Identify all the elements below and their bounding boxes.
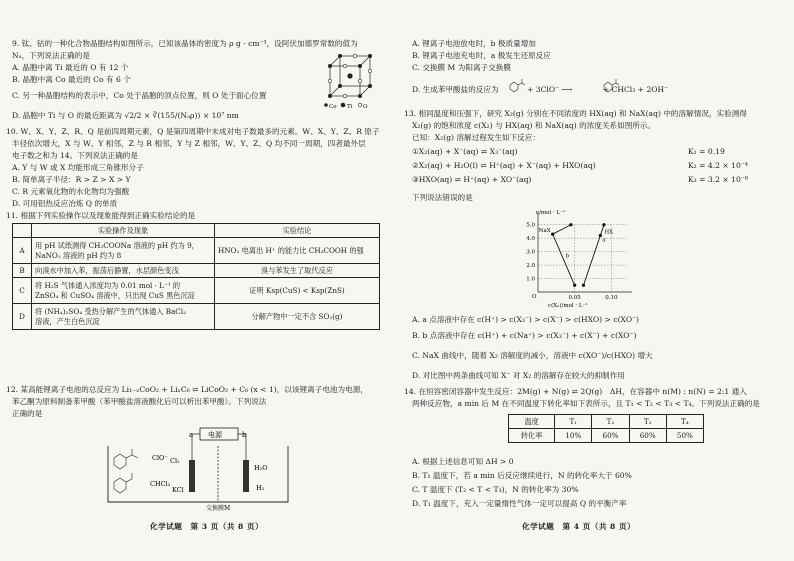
q13-equation-2: ②X₂(aq) + H₂O(l) ⇌ H⁺(aq) + X⁻(aq) + HXO(aq) bbox=[412, 161, 596, 170]
series-label-HX: HX bbox=[604, 229, 614, 236]
series-label-NaX: NaX bbox=[538, 228, 551, 235]
q9-option-d: D. 晶胞中 Ti 与 O 的最近距离为 √2/2 × ∛(155/(Nₐρ)) × 10⁷ nm bbox=[12, 111, 239, 120]
left-page-footer: 化学试题 第 3 页（共 8 页） bbox=[150, 522, 264, 531]
electrode-b-label: b bbox=[242, 431, 247, 439]
left-page bbox=[0, 0, 392, 561]
q13-stem-line3: 已知：X₂(g) 溶解过程发生如下反应： bbox=[412, 133, 540, 142]
q12-option-d: D. 生成苯甲酸盐的反应为 bbox=[412, 85, 499, 94]
q12-stem-line1: 12. 某高能锂离子电池的总反应为 Li₁₋ₓCoO₂ + LiₓC₆ ⇌ LiCoO₂ + C₆ (x < 1)，以该锂离子电池为电源， bbox=[6, 385, 368, 394]
electrode-b bbox=[243, 460, 249, 492]
q9-unit-cell-figure bbox=[322, 52, 382, 110]
q13-k3: K₃ = 3.2 × 10⁻⁸ bbox=[688, 175, 748, 184]
acetophenone-icon bbox=[508, 78, 526, 94]
q13-option-d: D. 对比图中两条曲线可知 X⁻ 对 X₂ 的溶解存在较大的抑制作用 bbox=[412, 371, 625, 380]
legend-o: O bbox=[363, 104, 368, 110]
q13-stem-line1: 13. 相同温度和压强下，研究 X₂(g) 分别在不同浓度的 HX(aq) 和 NaX(aq) 中的溶解情况，实验测得 bbox=[404, 109, 747, 118]
q12-option-c: C. 交换膜 M 为阳离子交换膜 bbox=[412, 63, 511, 72]
q10-stem-line3: 电子数之和为 14。下列说法正确的是 bbox=[12, 151, 138, 160]
q13-stem-line2: X₂(g) 的饱和浓度 c(X₂) 与 HX(aq) 和 NaX(aq) 的浓度关系如图所示。 bbox=[412, 121, 656, 130]
clo-label: ClO⁻ bbox=[152, 454, 168, 462]
x-axis-label: c(X₂)/mol · L⁻¹ bbox=[548, 303, 588, 309]
table-row: D 将 (NH₄)₂SO₄ 受热分解产生的气体通入 BaCl₂ 溶液，产生白色沉淀 分解产物中一定不含 SO₂(g) bbox=[13, 304, 380, 330]
acetophenone-structure bbox=[114, 449, 138, 469]
q9-stem-line2: Nₐ，下列说法正确的是 bbox=[12, 51, 90, 60]
point-label-a: a bbox=[602, 237, 606, 244]
benzoate-structure bbox=[114, 473, 132, 493]
cell-vessel bbox=[108, 446, 288, 502]
q13-equation-1: ①X₂(aq) + X⁻(aq) ⇌ X₃⁻(aq) bbox=[412, 147, 518, 156]
origin-label: O bbox=[532, 294, 537, 300]
y-tick-label: 5.0 bbox=[526, 222, 535, 229]
q9-option-b: B. 晶胞中离 Co 最近的 Co 有 6 个 bbox=[12, 75, 131, 84]
q13-option-a: A. a 点溶液中存在 c(H⁺) > c(X₃⁻) > c(X⁻) > c(HXO) > c(XO⁻) bbox=[412, 315, 640, 324]
q10-option-b: B. 简单离子半径：R > Z > X > Y bbox=[12, 175, 131, 184]
q12-option-d-equation: + 3ClO⁻ ⟶ + CHCl₃ + 2OH⁻ bbox=[527, 85, 669, 94]
q14-table bbox=[508, 414, 704, 443]
q13-equation-3: ③HXO(aq) ⇌ H⁺(aq) + XO⁻(aq) bbox=[412, 175, 532, 184]
q14-stem-line1: 14. 在恒容密闭容器中发生反应：2M(g) + N(g) ⇌ 2Q(g) ΔH，在容器中 n(M) : n(N) = 2:1 通入 bbox=[404, 387, 747, 396]
power-label: 电源 bbox=[208, 431, 222, 439]
q13-k1: K₁ = 0.19 bbox=[688, 147, 725, 156]
q14-option-c: C. T 温度下 (T₂ < T < T₃)，N 的转化率为 30% bbox=[412, 485, 579, 494]
q14-stem-line2: 两种反应物，a min 后 M 在不同温度下转化率如下表所示，且 T₁ < T₂ < T₃ < T₄。下列说法正确的是 bbox=[412, 399, 760, 408]
legend-co: Co bbox=[329, 104, 337, 110]
q14-option-d: D. T₁ 温度下，充入一定量惰性气体一定可以提高 Q 的平衡产率 bbox=[412, 499, 627, 508]
q11-stem: 11. 根据下列实验操作以及现象能得到正确实验结论的是 bbox=[6, 211, 196, 220]
q10-option-d: D. 可用铝热反应冶炼 Q 的单质 bbox=[12, 199, 118, 208]
data-point bbox=[573, 284, 576, 287]
q12-option-a: A. 锂离子电池放电时，b 极质量增加 bbox=[412, 39, 536, 48]
x-tick-label: 0.05 bbox=[568, 295, 581, 301]
membrane-label: 交换膜M bbox=[206, 505, 231, 512]
table-row: C 将 H₂S 气体通入浓度均为 0.01 mol · L⁻¹ 的 ZnSO₄ 和 CuSO₄ 溶液中，只出现 CuS 黑色沉淀 证明 Ksp(CuS) < Ksp(ZnS) bbox=[13, 278, 380, 304]
benzoate-icon bbox=[602, 78, 620, 94]
point-label-b: b bbox=[565, 253, 570, 260]
legend-ti: Ti bbox=[347, 104, 353, 110]
kcl-label: KCl bbox=[172, 486, 184, 494]
q9-option-c: C. 另一种晶胞结构的表示中，Co 处于晶胞的顶点位置，则 O 处于面心位置 bbox=[12, 91, 267, 100]
data-point bbox=[582, 284, 585, 287]
table-row: 温度 T₁ T₂ T₃ T₄ bbox=[509, 415, 704, 429]
q10-stem-line2: 半径依次增大，X 与 W、Y 相邻，Z 与 R 相邻，Y 与 Z 相邻，W、Y、Z、Q 均不同一周期，四者最外层 bbox=[12, 139, 366, 148]
h2o-label: H₂O bbox=[254, 464, 268, 472]
table-row: B 向溴水中加入苯，振荡后静置，水层颜色变浅 溴与苯发生了取代反应 bbox=[13, 264, 380, 278]
q12-option-b: B. 锂离子电池充电时，a 极发生还原反应 bbox=[412, 51, 551, 60]
table-row: A 用 pH 试纸测得 CH₃COONa 溶液的 pH 约为 9， NaNO₂ 溶液的 pH 约为 8 HNO₂ 电离出 H⁺ 的能力比 CH₃COOH 的强 bbox=[13, 238, 380, 264]
chcl3-label: CHCl₃ bbox=[150, 480, 171, 488]
h2-label: H₂ bbox=[256, 484, 265, 492]
q13-chart bbox=[512, 206, 642, 308]
right-page bbox=[400, 0, 794, 561]
series-line-NaX bbox=[553, 225, 575, 286]
q14-option-a: A. 根据上述信息可知 ΔH > 0 bbox=[412, 457, 514, 466]
q9-option-a: A. 晶胞中离 Ti 最近的 O 有 12 个 bbox=[12, 63, 129, 72]
right-page-footer: 化学试题 第 4 页（共 8 页） bbox=[522, 522, 636, 531]
q13-prompt: 下列说法错误的是 bbox=[412, 193, 473, 202]
q11-header-operation: 实验操作及现象 bbox=[32, 224, 215, 238]
q14-option-b: B. T₁ 温度下，若 a min 后反应继续进行，N 的转化率大于 60% bbox=[412, 471, 632, 480]
y-tick-label: 1.0 bbox=[526, 276, 535, 283]
q12-stem-line3: 正确的是 bbox=[12, 409, 43, 418]
table-row: 转化率 10% 60% 60% 50% bbox=[509, 429, 704, 443]
data-point bbox=[602, 223, 605, 226]
q10-stem-line1: 10. W、X、Y、Z、R、Q 是前四周期元素，Q 是第四周期中未成对电子数最多的元素。W、X、Y、Z、R 原子 bbox=[6, 127, 380, 136]
data-point bbox=[551, 233, 554, 236]
y-tick-label: 2.0 bbox=[526, 263, 535, 270]
q12-stem-line2: 苯乙酮为原料制备苯甲酸（苯甲酸盐溶液酸化后可以析出苯甲酸）。下列说法 bbox=[12, 397, 267, 406]
electrode-a bbox=[189, 460, 195, 492]
cl2-label: Cl₂ bbox=[170, 457, 180, 465]
x-tick-label: 0.10 bbox=[605, 295, 618, 301]
q11-table bbox=[12, 223, 380, 330]
q13-option-c: C. NaX 曲线中，随着 X₂ 溶解度的减小，溶液中 c(XO⁻)/c(HXO) 增大 bbox=[412, 351, 653, 360]
y-tick-label: 4.0 bbox=[526, 236, 535, 243]
q13-option-b: B. b 点溶液中存在 c(H⁺) + c(Na⁺) > c(X₃⁻) + c(X⁻) + c(XO⁻) bbox=[412, 331, 637, 340]
electrode-a-label: a bbox=[189, 431, 194, 439]
q13-k2: K₂ = 4.2 × 10⁻⁴ bbox=[688, 161, 748, 170]
q9-stem-line1: 9. 钛、钴的一种化合物晶胞结构如图所示，已知该晶体的密度为 ρ g · cm⁻³，设阿伏加德罗常数的值为 bbox=[12, 39, 358, 48]
series-line-HX bbox=[583, 225, 604, 286]
q11-header-conclusion: 实验结论 bbox=[215, 224, 380, 238]
y-axis-label: c/mol · L⁻¹ bbox=[536, 210, 566, 216]
y-tick-label: 3.0 bbox=[526, 249, 535, 256]
data-point bbox=[569, 223, 572, 226]
q10-option-c: C. R 元素氧化物的水化物均为强酸 bbox=[12, 187, 130, 196]
q12-electrolysis-diagram bbox=[100, 426, 300, 512]
q10-option-a: A. Y 与 W 或 X 均能形成三角锥形分子 bbox=[12, 163, 144, 172]
